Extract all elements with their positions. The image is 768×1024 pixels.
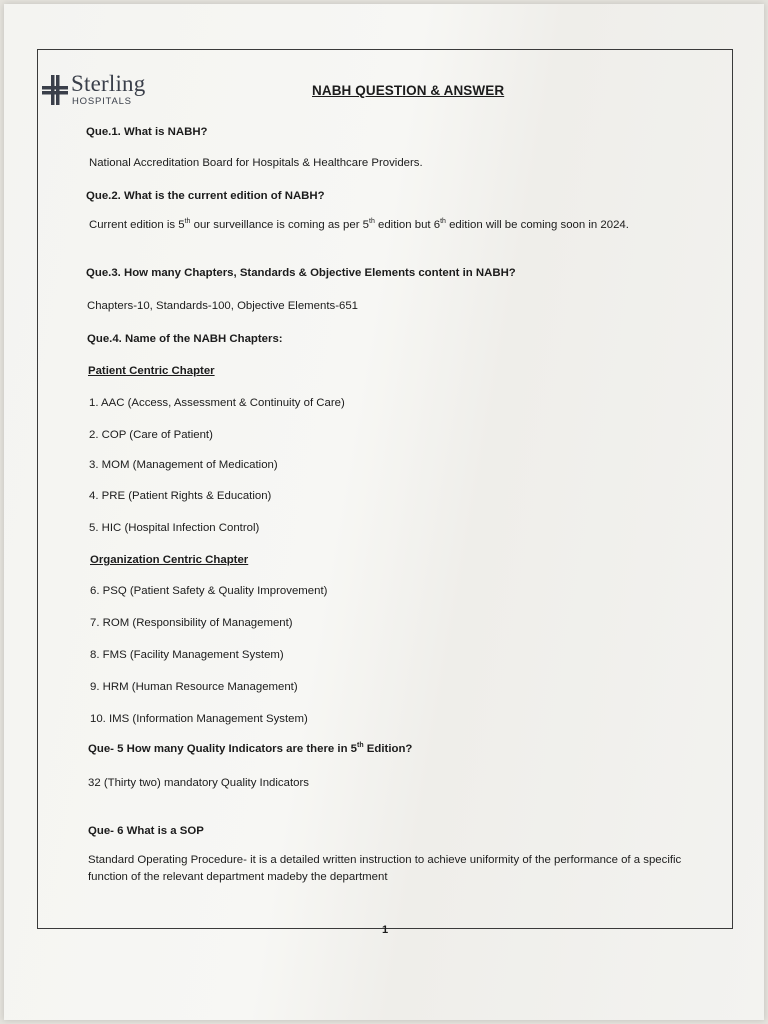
question-6: Que- 6 What is a SOP — [88, 825, 204, 837]
list-item: 7. ROM (Responsibility of Management) — [90, 617, 293, 629]
list-item: 4. PRE (Patient Rights & Education) — [89, 490, 272, 502]
sterling-logo — [42, 71, 152, 111]
logo-name: Sterling — [71, 71, 146, 96]
question-1: Que.1. What is NABH? — [86, 126, 208, 138]
page-number: 1 — [382, 924, 389, 936]
answer-5: 32 (Thirty two) mandatory Quality Indicators — [88, 777, 309, 789]
list-item: 9. HRM (Human Resource Management) — [90, 681, 298, 693]
list-item: 2. COP (Care of Patient) — [89, 429, 213, 441]
page-border — [37, 49, 733, 929]
list-item: 3. MOM (Management of Medication) — [89, 459, 278, 471]
list-item: 8. FMS (Facility Management System) — [90, 649, 284, 661]
hospital-cross-icon — [42, 75, 68, 105]
question-4: Que.4. Name of the NABH Chapters: — [87, 333, 283, 345]
list-item: 5. HIC (Hospital Infection Control) — [89, 522, 260, 534]
answer-1: National Accreditation Board for Hospitals & Healthcare Providers. — [89, 157, 423, 169]
list-item: 6. PSQ (Patient Safety & Quality Improvement) — [90, 585, 328, 597]
logo-subtitle: HOSPITALS — [72, 96, 132, 107]
question-2: Que.2. What is the current edition of NABH? — [86, 190, 325, 202]
question-5: Que- 5 How many Quality Indicators are there in 5th Edition? — [88, 742, 413, 755]
patient-centric-heading: Patient Centric Chapter — [88, 365, 215, 377]
page-title: NABH QUESTION & ANSWER — [312, 83, 505, 98]
answer-2: Current edition is 5th our surveillance is coming as per 5th edition but 6th edition will be coming soon in 2024. — [89, 218, 629, 231]
organization-centric-heading: Organization Centric Chapter — [90, 554, 249, 566]
list-item: 10. IMS (Information Management System) — [90, 713, 308, 725]
list-item: 1. AAC (Access, Assessment & Continuity of Care) — [89, 397, 345, 409]
answer-6: Standard Operating Procedure- it is a detailed written instruction to achieve uniformity of the performance of a specific function of the relevant department madeby the department — [88, 854, 682, 883]
question-3: Que.3. How many Chapters, Standards & Objective Elements content in NABH? — [86, 267, 516, 279]
answer-3: Chapters-10, Standards-100, Objective Elements-651 — [87, 300, 358, 312]
